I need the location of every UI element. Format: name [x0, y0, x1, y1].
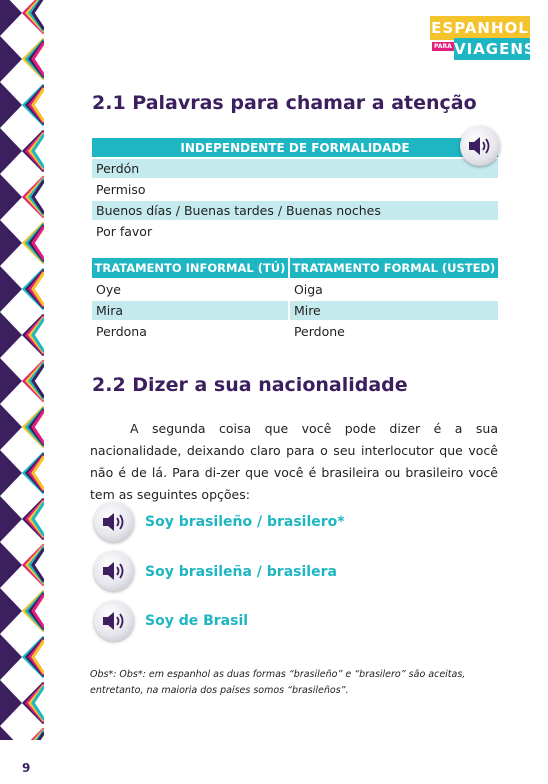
speaker-icon[interactable] [94, 551, 134, 591]
option-text: Soy de Brasil [145, 613, 249, 629]
decorative-border [0, 0, 44, 740]
body-paragraph: A segunda coisa que você pode dizer é a sua nacionalidade, deixando claro para o seu interlocutor que você não é de lá. Para di-zer que você é brasileira ou brasileiro você tem as seguintes opções: [90, 421, 498, 502]
table-header: TRATAMENTO FORMAL (USTED) [290, 258, 498, 278]
section-title-2: 2.2 Dizer a sua nacionalidade [92, 374, 408, 396]
page-number: 9 [22, 761, 31, 775]
speaker-icon[interactable] [94, 502, 134, 542]
table-cell: Mire [290, 299, 498, 320]
option-text: Soy brasileño / brasilero* [145, 514, 345, 530]
logo-text-top: ESPANHOL [430, 16, 530, 40]
table-cell: Buenos días / Buenas tardes / Buenas noches [92, 199, 498, 220]
logo-text-bottom: VIAGENS [454, 40, 536, 58]
table-formality [90, 258, 500, 341]
table-cell: Perdona [92, 320, 288, 341]
footnote: Obs*: Obs*: em espanhol as duas formas “brasileño” e “brasilero” são aceitas, entretanto, na maioria dos países somos “brasileños”. [90, 669, 466, 696]
section-title-1: 2.1 Palavras para chamar a atenção [92, 92, 477, 114]
table-cell: Perdone [290, 320, 498, 341]
table-cell: Por favor [92, 220, 498, 241]
logo-text-para: PARA [434, 43, 452, 50]
table-cell: Oye [92, 278, 288, 299]
table-cell: Perdón [92, 157, 498, 178]
option-text: Soy brasileña / brasilera [145, 564, 337, 580]
table-independent [92, 138, 498, 241]
table-cell: Oiga [290, 278, 498, 299]
speaker-icon[interactable] [94, 601, 134, 641]
brand-logo [430, 16, 536, 60]
table-cell: Permiso [92, 178, 498, 199]
table-cell: Mira [92, 299, 288, 320]
speaker-icon[interactable] [460, 126, 500, 166]
table-header: TRATAMENTO INFORMAL (TÚ) [92, 258, 288, 278]
table-header: INDEPENDENTE DE FORMALIDADE [92, 138, 498, 157]
